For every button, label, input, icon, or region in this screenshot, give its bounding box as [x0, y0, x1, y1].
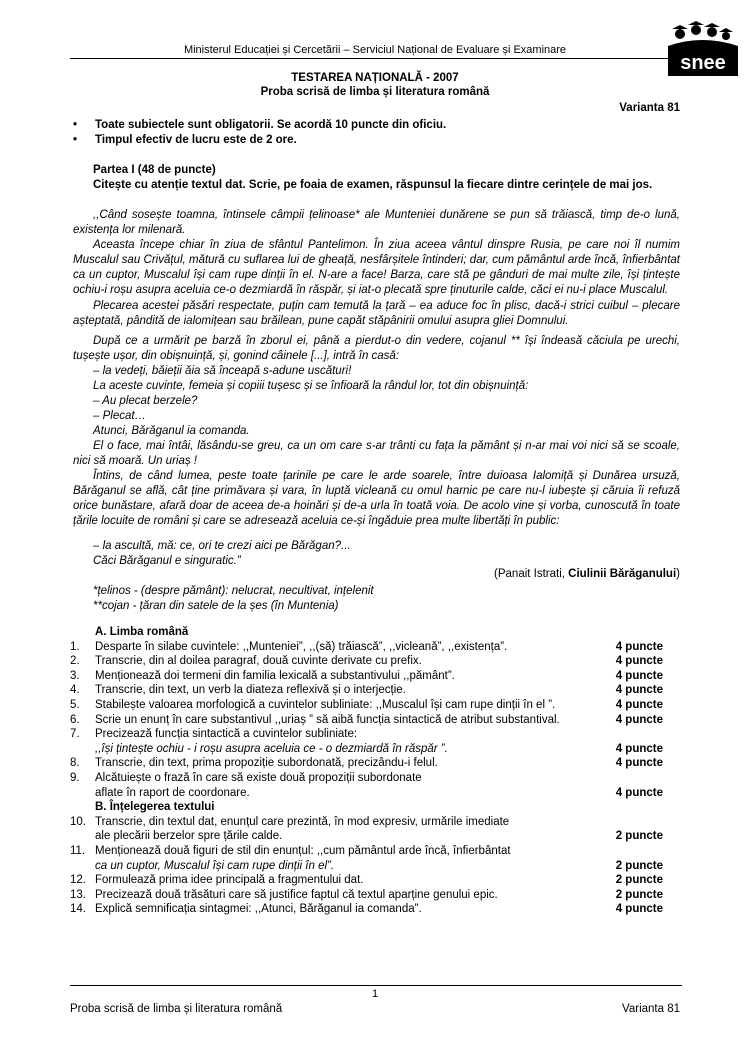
section-a-title: A. Limba română	[95, 626, 189, 638]
variant-label: Varianta 81	[619, 102, 680, 114]
question-row-cont: ale plecării berzelor spre țările calde. 2 puncte	[95, 830, 663, 843]
question-row: 9. Alcătuiește o frază în care să existe două propoziții subordonate	[70, 771, 422, 784]
text-paragraph: Atunci, Bărăganul ia comanda.	[93, 425, 250, 437]
snee-logo	[662, 20, 742, 78]
dialogue-line: – la ascultă, mă: ce, ori te crezi aici pe Bărăgan?...	[93, 540, 351, 552]
footnote: *țelinos - (despre pământ): nelucrat, necultivat, ințelenit	[93, 585, 374, 597]
text-paragraph: La aceste cuvinte, femeia și copiii tușesc și se înfioară la rândul lor, tot din obișnuință:	[93, 380, 529, 392]
part1-title: Partea I (48 de puncte)	[93, 164, 216, 176]
dialogue-line: – Au plecat berzele?	[93, 395, 198, 407]
text-source	[494, 568, 680, 580]
source-author: (Panait Istrati,	[494, 568, 569, 580]
logo-text: snee	[680, 52, 726, 74]
text-paragraph: După ce a urmărit pe barză în zborul ei, până a pierdut-o din vedere, cojanul ** își îndeasă căciula pe urechi, tușește ușor, din obișnuință, și, gonind câinele [...], intră în casă:	[73, 335, 680, 362]
text-paragraph: ,,Când sosește toamna, întinsele câmpii țelinoase* ale Munteniei dunărene se pun să trăiască, timp de-o lună, existența lor milenară.	[73, 209, 680, 236]
question-row: 8. Transcrie, din text, prima propoziție subordonată, precizându-i felul. 4 puncte	[70, 757, 663, 770]
question-row: 1. Desparte în silabe cuvintele: ,,Munteniei”, ,,(să) trăiască”, ,,vicleană”, ,,existența”. 4 puncte	[70, 640, 663, 653]
text-paragraph: Plecarea acestei păsări respectate, puțin cam temută la țară – ea aduce foc în plisc, dacă-i strici cuibul – plecare așteptată, pândită de ialomițean sau brăilean, pune capăt stăpânirii omului asupra gliei Domnului.	[73, 300, 680, 327]
text-paragraph: Căci Bărăganul e singuratic.”	[93, 555, 241, 567]
source-end: )	[676, 568, 680, 580]
text-paragraph: Aceasta începe chiar în ziua de sfântul Pantelimon. În ziua aceea vântul dinspre Rusia, pe care noi îl numim Muscalul sau Crivățul, mătură cu suflarea lui de gheață, nesfârșitele întinderi; dar, cum pământul arde încă, înfierbântat ca un cuptor, Muscalul își cam rupe dinții în el. N-are a face! Barza, care stă pe gânduri de mai multe zile, își țintește ochiu-i roșu asupra aceluia ce-o dezmiardă în răspăr, și iat-o plecată spre ținuturile calde, căci ei nu-i place Muscalul.	[73, 239, 680, 296]
question-row: 11. Menționează două figuri de stil din enunțul: ,,cum pământul arde încă, înfierbântat	[70, 844, 511, 857]
instruction-item: • Timpul efectiv de lucru este de 2 ore.	[73, 133, 446, 148]
question-row: 7. Precizează funcția sintactică a cuvintelor subliniate:	[70, 728, 358, 741]
question-row-cont: aflate în raport de coordonare. 4 puncte	[95, 786, 663, 799]
question-row: 4. Transcrie, din text, un verb la diateza reflexivă și o interjecție. 4 puncte	[70, 684, 663, 697]
ministry-header: Ministerul Educației și Cercetării – Serviciul Național de Evaluare și Examinare	[183, 44, 567, 56]
question-row: 2. Transcrie, din al doilea paragraf, două cuvinte derivate cu prefix. 4 puncte	[70, 655, 663, 668]
text-paragraph: Întins, de când lumea, peste toate țarinile pe care le arde soarele, între duioasa Ialomiță și Dunărea ursuză, Bărăganul se află, cât ține primăvara și vara, în luptă vicleană cu omul harnic pe care nu-l iubește și căruia îi refuză orice bunăstare, afară doar de aceea de-a hoinări și de-a urla în toată voia. De acolo vine și vorba, cunoscută în toate țările locuite de români și care se adresează aceluia ce-și îngăduie prea multe libertăți în public:	[73, 470, 680, 527]
instructions-list	[73, 118, 446, 148]
footer-divider	[70, 985, 682, 986]
page-number: 1	[371, 988, 379, 1000]
footer-title: Proba scrisă de limba și literatura română	[70, 1003, 283, 1015]
question-row: 3. Menționează doi termeni din familia lexicală a substantivului ,,pământ”. 4 puncte	[70, 669, 663, 682]
question-row: 14. Explică semnificația sintagmei: ,,Atunci, Bărăganul ia comanda”. 4 puncte	[70, 903, 663, 916]
questions-section	[70, 625, 680, 917]
question-row-cont: ca un cuptor, Muscalul își cam rupe dinții în el”. 2 puncte	[95, 859, 663, 872]
source-title: Ciulinii Bărăganului	[568, 568, 677, 580]
dialogue-line: – Plecat…	[93, 410, 147, 422]
footer-variant: Varianta 81	[622, 1003, 680, 1015]
question-row: 6. Scrie un enunț în care substantivul ,,uriaș ” să aibă funcția sintactică de atribut substantival. 4 puncte	[70, 713, 663, 726]
question-row: 13. Precizează două trăsături care să justifice faptul că textul aparține genului epic. 2 puncte	[70, 888, 663, 901]
question-row: 10. Transcrie, din textul dat, enunțul care prezintă, în mod expresiv, urmările imediate	[70, 815, 510, 828]
exam-subtitle: Proba scrisă de limba și literatura română	[260, 86, 490, 98]
exam-title: TESTAREA NAȚIONALĂ - 2007	[291, 72, 459, 84]
footnote: **cojan - țăran din satele de la șes (în Muntenia)	[93, 600, 339, 612]
dialogue-line: – la vedeți, băieții ăia să înceapă s-adune uscături!	[93, 365, 352, 377]
question-row: 5. Stabilește valoarea morfologică a cuvintelor subliniate: ,,Muscalul își cam rupe dinții în el ”. 4 puncte	[70, 698, 663, 711]
section-b-title: B. Înțelegerea textului	[95, 801, 215, 814]
text-paragraph: El o face, mai întâi, lăsându-se greu, ca un om care s-ar trânti cu fața la pământ și n-ar mai voi nici să se scoale, nici să moară. Un uriaș !	[73, 440, 680, 467]
instruction-item: • Toate subiectele sunt obligatorii. Se acordă 10 puncte din oficiu.	[73, 118, 446, 133]
part1-task: Citește cu atenție textul dat. Scrie, pe foaia de examen, răspunsul la fiecare dintre cerințele de mai jos.	[93, 179, 653, 191]
header-divider	[70, 58, 675, 59]
question-row: 12. Formulează prima idee principală a fragmentului dat. 2 puncte	[70, 874, 663, 887]
question-row-cont: ,,își țintește ochiu - i roșu asupra aceluia ce - o dezmiardă în răspăr ”. 4 puncte	[95, 742, 663, 755]
